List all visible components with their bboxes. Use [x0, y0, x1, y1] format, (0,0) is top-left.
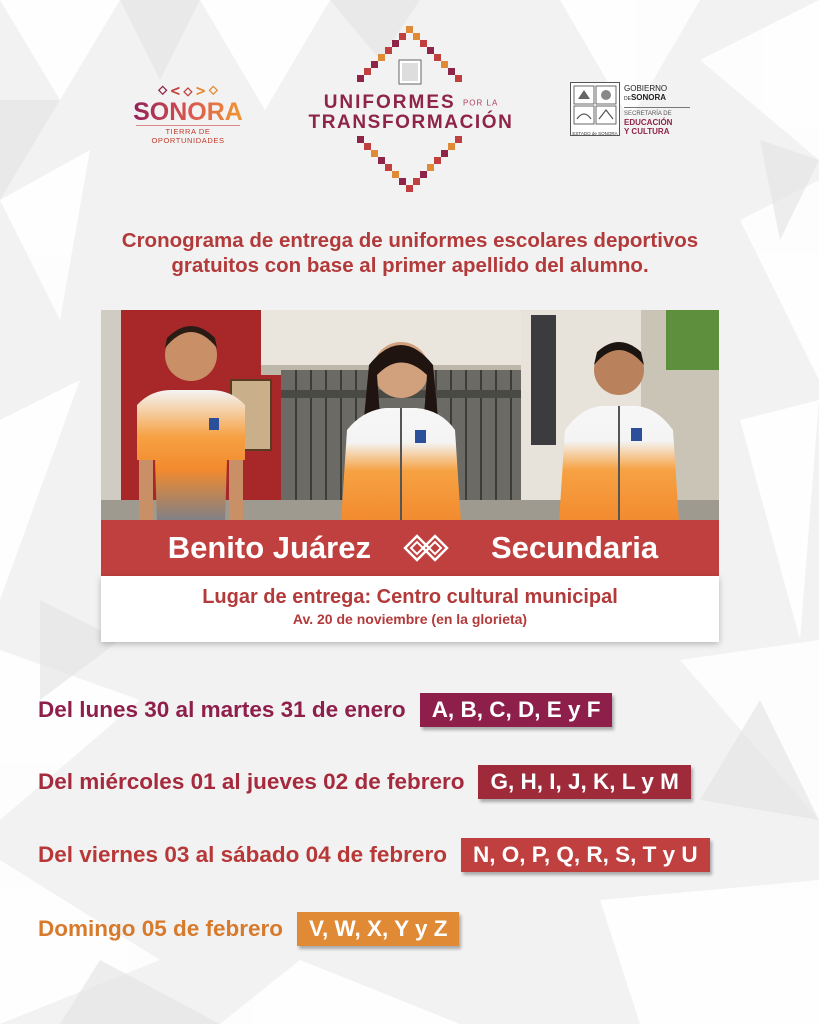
gov-line4: EDUCACIÓN: [624, 118, 673, 127]
interlocked-diamonds-icon: [401, 534, 451, 562]
headline: [60, 228, 760, 278]
delivery-place-address: Av. 20 de noviembre (en la glorieta): [292, 611, 528, 627]
schedule-row: [38, 693, 612, 727]
schedule-row: [38, 912, 459, 946]
students-photo: [101, 310, 719, 522]
gov-line2: SONORA: [630, 93, 667, 102]
state-seal-icon: [570, 82, 620, 136]
schedule-dates: Del viernes 03 al sábado 04 de febrero: [38, 842, 447, 867]
schedule-row: [38, 765, 691, 799]
school-level: Secundaria: [491, 530, 659, 565]
schedule-dates: Del miércoles 01 al jueves 02 de febrero: [38, 769, 465, 794]
headline-line2: gratuitos con base al primer apellido del alumno.: [171, 254, 649, 277]
municipality-name: Benito Juárez: [167, 530, 371, 565]
campaign-title-line1: UNIFORMES: [323, 92, 456, 113]
headline-line1: Cronograma de entrega de uniformes escolares deportivos: [121, 229, 699, 252]
gov-line5: Y CULTURA: [624, 127, 670, 136]
government-logo: [570, 82, 700, 138]
campaign-title-line2: TRANSFORMACIÓN: [308, 112, 514, 133]
gov-line2-small: DE: [624, 96, 631, 102]
gov-line3: SECRETARÍA DE: [624, 111, 672, 117]
schedule-letters-badge: N, O, P, Q, R, S, T y U: [461, 838, 710, 872]
delivery-place-title: Lugar de entrega: Centro cultural municipal: [202, 586, 618, 608]
campaign-logo: [296, 92, 526, 134]
sonora-wordmark: SONORA: [128, 100, 248, 124]
municipality-banner: [101, 520, 719, 576]
sonora-logo: [128, 80, 248, 145]
gov-line1: GOBIERNO: [624, 84, 668, 93]
schedule-letters-badge: G, H, I, J, K, L y M: [478, 765, 690, 799]
schedule-letters-badge: V, W, X, Y y Z: [297, 912, 459, 946]
schedule-dates: Domingo 05 de febrero: [38, 916, 284, 941]
state-seal-caption: ESTADO de SONORA: [572, 131, 618, 136]
schedule-row: [38, 838, 710, 872]
sonora-glyph-mark: ⋄ < ◇ > ⋄: [157, 80, 219, 100]
schedule-letters-badge: A, B, C, D, E y F: [420, 693, 613, 727]
sonora-tagline: TIERRA DE OPORTUNIDADES: [136, 125, 240, 145]
gov-divider: [624, 107, 690, 108]
delivery-place-card: [101, 576, 719, 642]
campaign-connector: POR LA: [462, 98, 499, 108]
schedule-dates: Del lunes 30 al martes 31 de enero: [38, 697, 406, 722]
